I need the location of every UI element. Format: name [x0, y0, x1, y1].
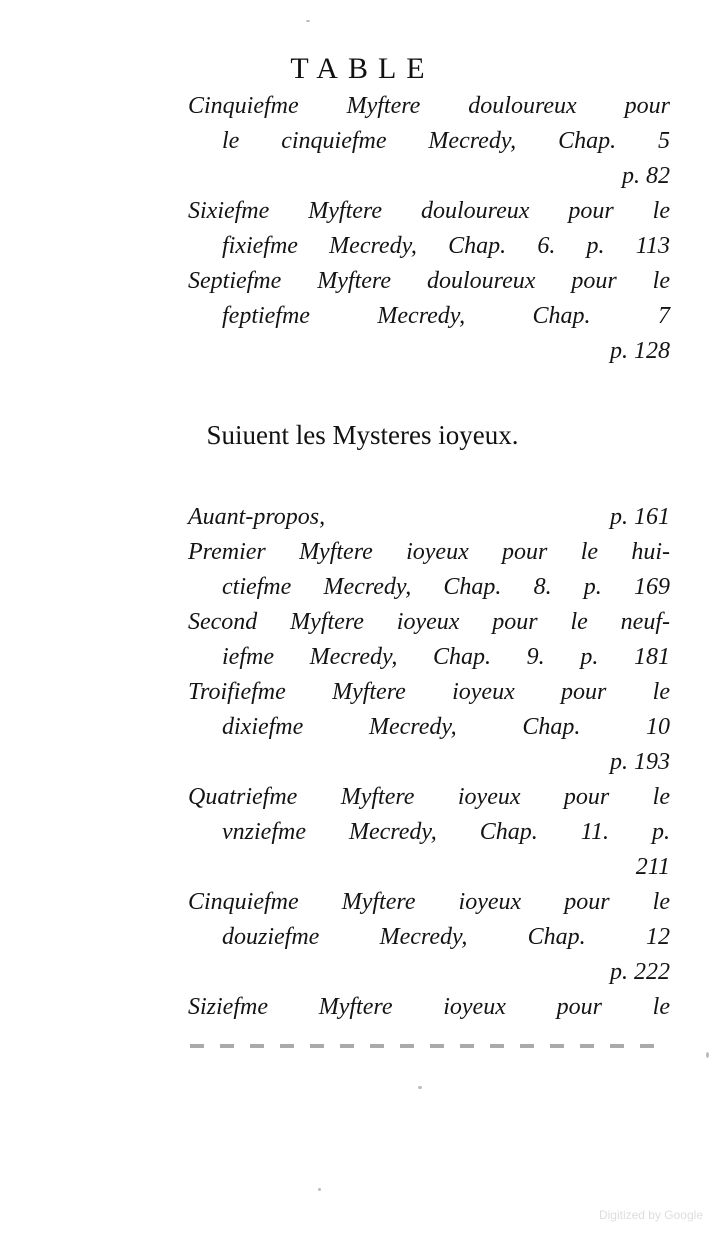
- toc-entry-line: Cinquiefme Myftere douloureux pour: [188, 93, 670, 119]
- toc-entry: [188, 535, 670, 605]
- section-heading: Suiuent les Mysteres ioyeux.: [206, 420, 519, 450]
- toc-entry-line: le cinquiefme Mecredy, Chap. 5: [222, 128, 670, 154]
- toc-block-sorrowful: [188, 89, 670, 369]
- toc-entry-label: Auant-propos,: [188, 504, 326, 530]
- toc-entry-line: Premier Myftere ioyeux pour le hui-: [188, 539, 670, 565]
- toc-entry-page: p. 193: [610, 749, 670, 775]
- paper-speck: [418, 1086, 422, 1089]
- toc-entry-page: p. 222: [610, 959, 670, 985]
- paper-speck: [706, 1052, 709, 1058]
- toc-entry: [188, 194, 670, 264]
- toc-entry-line: Second Myftere ioyeux pour le neuf-: [188, 609, 670, 635]
- toc-entry-page: p. 161: [610, 504, 670, 530]
- page-header: TABLE: [290, 52, 435, 85]
- toc-entry-line: vnziefme Mecredy, Chap. 11. p.: [222, 819, 670, 845]
- toc-entry-line: Sixiefme Myftere douloureux pour le: [188, 198, 670, 224]
- toc-entry-line: Quatriefme Myftere ioyeux pour le: [188, 784, 670, 810]
- toc-entry: [188, 264, 670, 369]
- toc-entry: [188, 675, 670, 780]
- toc-entry-page: p. 128: [610, 338, 670, 364]
- toc-entry-line: Troifiefme Myftere ioyeux pour le: [188, 679, 670, 705]
- toc-entry: [188, 605, 670, 675]
- paper-speck: [306, 20, 310, 22]
- toc-entry-line: fixiefme Mecredy, Chap. 6. p. 113: [222, 233, 670, 259]
- toc-entry: [188, 89, 670, 194]
- toc-entry-line: Septiefme Myftere douloureux pour le: [188, 268, 670, 294]
- toc-entry-line: Cinquiefme Myftere ioyeux pour le: [188, 889, 670, 915]
- toc-entry-line: feptiefme Mecredy, Chap. 7: [222, 303, 670, 329]
- toc-entry-page: p. 82: [622, 163, 670, 189]
- toc-entry-page: 211: [635, 854, 670, 880]
- toc-entry: [188, 885, 670, 990]
- paper-speck: [318, 1188, 321, 1191]
- toc-entry-line: iefme Mecredy, Chap. 9. p. 181: [222, 644, 670, 670]
- toc-entry-line: dixiefme Mecredy, Chap. 10: [222, 714, 670, 740]
- toc-entry-line: ctiefme Mecredy, Chap. 8. p. 169: [222, 574, 670, 600]
- toc-entry-avant-propos: [188, 500, 670, 535]
- toc-entry-line: Siziefme Myftere ioyeux pour le: [188, 994, 670, 1020]
- digitization-watermark: Digitized by Google: [598, 1208, 703, 1222]
- toc-entry-line: douziefme Mecredy, Chap. 12: [222, 924, 670, 950]
- toc-entry: [188, 990, 670, 1025]
- print-bleed-marks: [190, 1044, 670, 1048]
- toc-block-joyful: [188, 500, 670, 1025]
- toc-entry: [188, 780, 670, 885]
